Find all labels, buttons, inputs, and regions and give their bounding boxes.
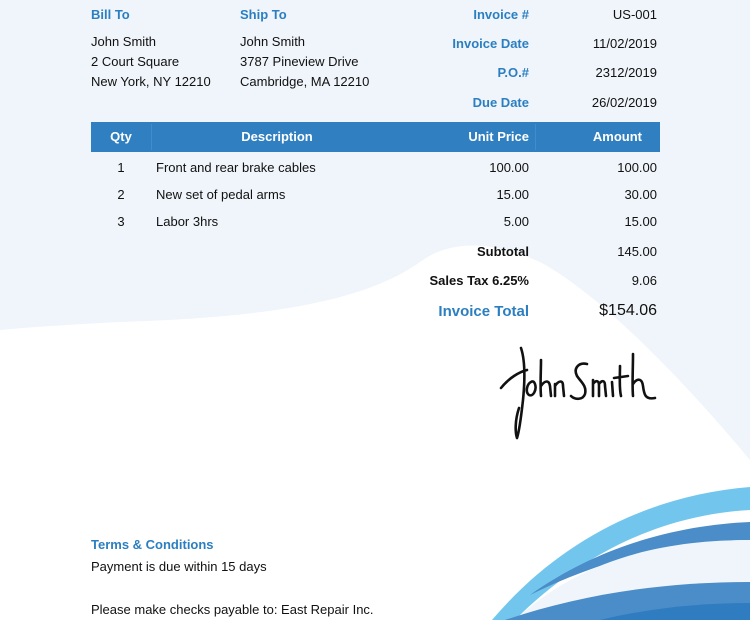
row-description: Labor 3hrs (156, 214, 219, 229)
invoice-total-label: Invoice Total (438, 303, 529, 320)
signature-image (495, 340, 665, 445)
row-unit-price: 5.00 (503, 214, 529, 229)
row-unit-price: 100.00 (489, 160, 529, 175)
row-unit-price: 15.00 (496, 187, 529, 202)
invoice-date-value: 11/02/2019 (592, 36, 657, 51)
row-amount: 30.00 (624, 187, 657, 202)
column-header-unit-price: Unit Price (468, 129, 529, 144)
terms-label: Terms & Conditions (91, 537, 214, 552)
column-header-description: Description (241, 129, 313, 144)
row-amount: 15.00 (624, 214, 657, 229)
items-table-header (91, 122, 660, 152)
bill-to-label: Bill To (91, 7, 130, 22)
due-date-label: Due Date (472, 95, 529, 110)
bill-to-city: New York, NY 12210 (91, 74, 211, 89)
row-description: Front and rear brake cables (156, 160, 316, 175)
bill-to-name: John Smith (91, 34, 157, 49)
due-date-value: 26/02/2019 (591, 95, 657, 110)
terms-payable-text: Please make checks payable to: East Repair Inc. (91, 602, 374, 617)
row-description: New set of pedal arms (156, 187, 286, 202)
bill-to-street: 2 Court Square (91, 54, 180, 69)
row-qty: 3 (117, 214, 125, 229)
row-qty: 1 (117, 160, 125, 175)
ship-to-name: John Smith (240, 34, 306, 49)
invoice-date-label: Invoice Date (452, 36, 529, 51)
column-header-amount: Amount (592, 129, 642, 144)
row-amount: 100.00 (617, 160, 657, 175)
invoice-number-label: Invoice # (473, 7, 529, 22)
invoice-total-value: $154.06 (599, 302, 657, 319)
sales-tax-value: 9.06 (631, 273, 657, 288)
ship-to-city: Cambridge, MA 12210 (240, 74, 370, 89)
ship-to-street: 3787 Pineview Drive (240, 54, 359, 69)
sales-tax-label: Sales Tax 6.25% (429, 273, 529, 288)
invoice-number-value: US-001 (612, 7, 657, 22)
row-qty: 2 (117, 187, 125, 202)
terms-payment-text: Payment is due within 15 days (91, 559, 267, 574)
po-number-value: 2312/2019 (595, 65, 657, 80)
subtotal-label: Subtotal (477, 244, 529, 259)
po-number-label: P.O.# (497, 65, 529, 80)
subtotal-value: 145.00 (617, 244, 657, 259)
ship-to-label: Ship To (240, 7, 287, 22)
column-header-qty: Qty (110, 129, 132, 144)
